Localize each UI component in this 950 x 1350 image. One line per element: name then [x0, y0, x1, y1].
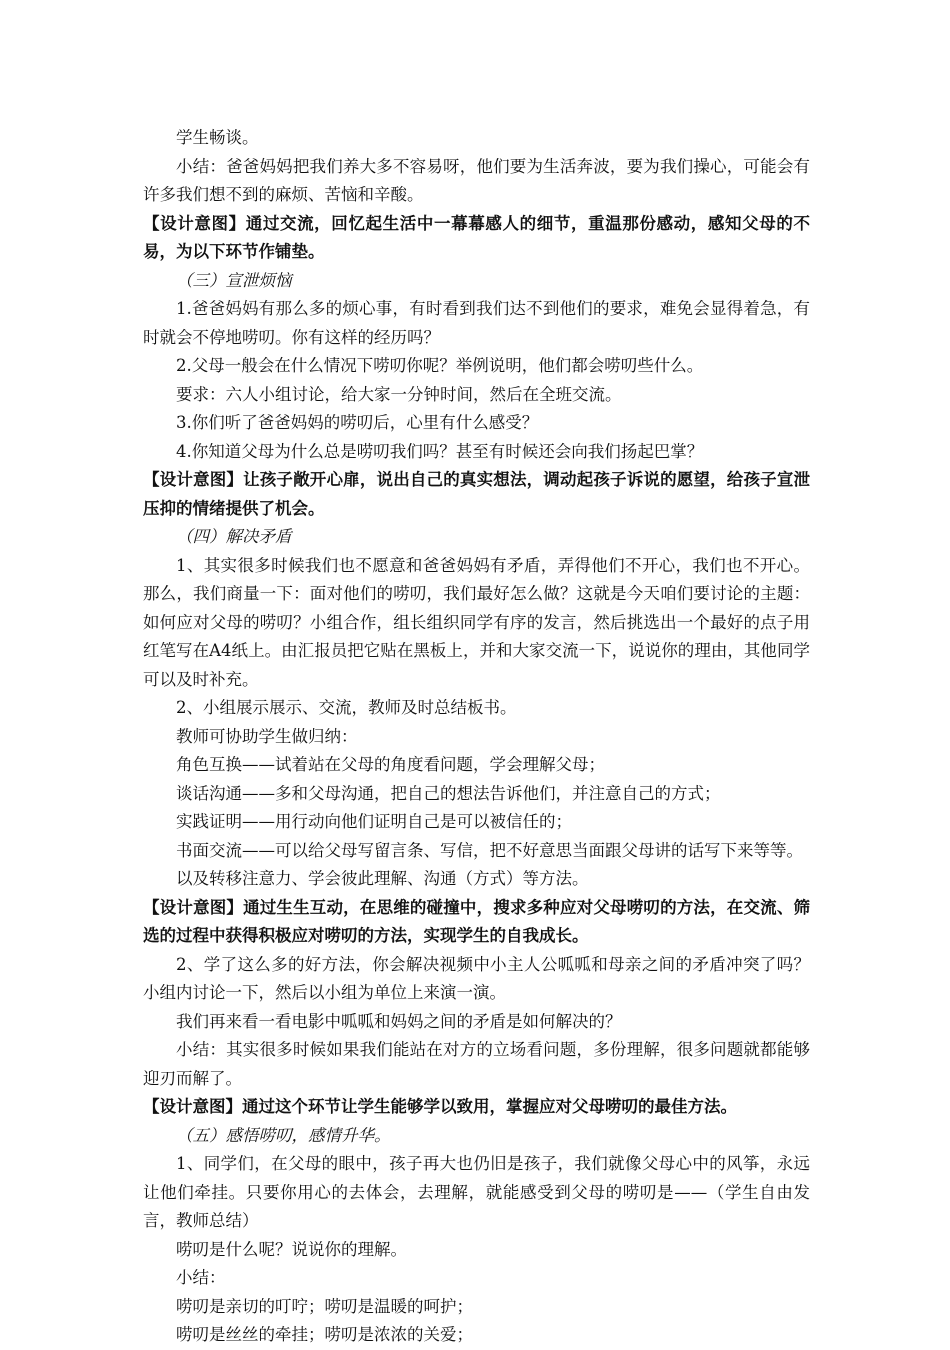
document-page: [143, 124, 810, 1350]
section-heading-5: （五）感悟唠叨，感情升华。: [176, 1125, 391, 1145]
paragraph-nagging-1: 唠叨是亲切的叮咛；唠叨是温暖的呵护；: [176, 1296, 473, 1316]
design-intent-4: 【设计意图】通过这个环节让学生能够学以致用，掌握应对父母唠叨的最佳方法。: [143, 1097, 737, 1116]
paragraph-resolve-1: 1、其实很多时候我们也不愿意和爸爸妈妈有矛盾，弄得他们不开心，我们也不开心。那么，我们商量一下：面对他们的唠叨，我们最好怎么做？这就是今天咱们要讨论的主题：如何应对父母的唠叨？小组合作，组长组织同学有序的发言，然后挑选出一个最好的点子用红笔写在A4纸上。由汇报员把它贴在黑板上，并和大家交流一下，说说你的理由，其他同学可以及时补充。: [143, 555, 810, 689]
design-intent-2: 【设计意图】让孩子敞开心扉，说出自己的真实想法，调动起孩子诉说的愿望，给孩子宣泄压抑的情绪提供了机会。: [143, 470, 810, 518]
paragraph-nagging-2: 唠叨是丝丝的牵挂；唠叨是浓浓的关爱；: [176, 1325, 473, 1344]
paragraph-requirement: 要求：六人小组讨论，给大家一分钟时间，然后在全班交流。: [176, 384, 622, 404]
paragraph-summary-1: 小结：爸爸妈妈把我们养大多不容易呀，他们要为生活奔波，要为我们操心，可能会有许多我们想不到的麻烦、苦恼和辛酸。: [143, 156, 810, 204]
design-intent-1: 【设计意图】通过交流，回忆起生活中一幕幕感人的细节，重温那份感动，感知父母的不易，为以下环节作铺垫。: [143, 213, 810, 261]
paragraph-summary-2: 小结：其实很多时候如果我们能站在对方的立场看问题，多份理解，很多问题就都能够迎刃而解了。: [143, 1040, 810, 1088]
paragraph-teacher-help: 教师可协助学生做归纳：: [176, 726, 358, 746]
paragraph-item-2: 2.父母一般会在什么情况下唠叨你呢？举例说明，他们都会唠叨些什么。: [176, 356, 704, 375]
paragraph-item-3: 3.你们听了爸爸妈妈的唠叨后，心里有什么感受？: [176, 413, 539, 432]
method-practice: 实践证明——用行动向他们证明自己是可以被信任的；: [176, 812, 572, 831]
paragraph-video-conflict: 2、学了这么多的好方法，你会解决视频中小主人公呱呱和母亲之间的矛盾冲突了吗？小组内讨论一下，然后以小组为单位上来演一演。: [143, 954, 810, 1002]
method-written: 书面交流——可以给父母写留言条、写信，把不好意思当面跟父母讲的话写下来等等。: [176, 840, 803, 860]
method-talk: 谈话沟通——多和父母沟通，把自己的想法告诉他们，并注意自己的方式；: [176, 783, 721, 803]
paragraph-kite: 1、同学们，在父母的眼中，孩子再大也仍旧是孩子，我们就像父母心中的风筝，永远让他们牵挂。只要你用心的去体会，去理解，就能感受到父母的唠叨是——（学生自由发言，教师总结）: [143, 1154, 810, 1230]
paragraph-other-methods: 以及转移注意力、学会彼此理解、沟通（方式）等方法。: [176, 869, 589, 888]
section-heading-4: （四）解决矛盾: [176, 527, 292, 546]
design-intent-3: 【设计意图】通过生生互动，在思维的碰撞中，搜求多种应对父母唠叨的方法，在交流、筛选的过程中获得积极应对唠叨的方法，实现学生的自我成长。: [143, 897, 810, 945]
paragraph-movie: 我们再来看一看电影中呱呱和妈妈之间的矛盾是如何解决的？: [176, 1011, 622, 1031]
paragraph-item-4: 4.你知道父母为什么总是唠叨我们吗？甚至有时候还会向我们扬起巴掌？: [176, 441, 704, 461]
section-heading-3: （三）宣泄烦恼: [176, 270, 292, 290]
paragraph-what-is-nagging: 唠叨是什么呢？说说你的理解。: [176, 1239, 407, 1259]
paragraph-resolve-2: 2、小组展示展示、交流，教师及时总结板书。: [176, 698, 517, 717]
method-role-swap: 角色互换——试着站在父母的角度看问题，学会理解父母；: [176, 755, 605, 774]
paragraph-summary-label: 小结：: [176, 1268, 226, 1287]
paragraph-students-talk: 学生畅谈。: [176, 128, 259, 147]
paragraph-item-1: 1.爸爸妈妈有那么多的烦心事，有时看到我们达不到他们的要求，难免会显得着急，有时就会不停地唠叨。你有这样的经历吗？: [143, 299, 810, 347]
